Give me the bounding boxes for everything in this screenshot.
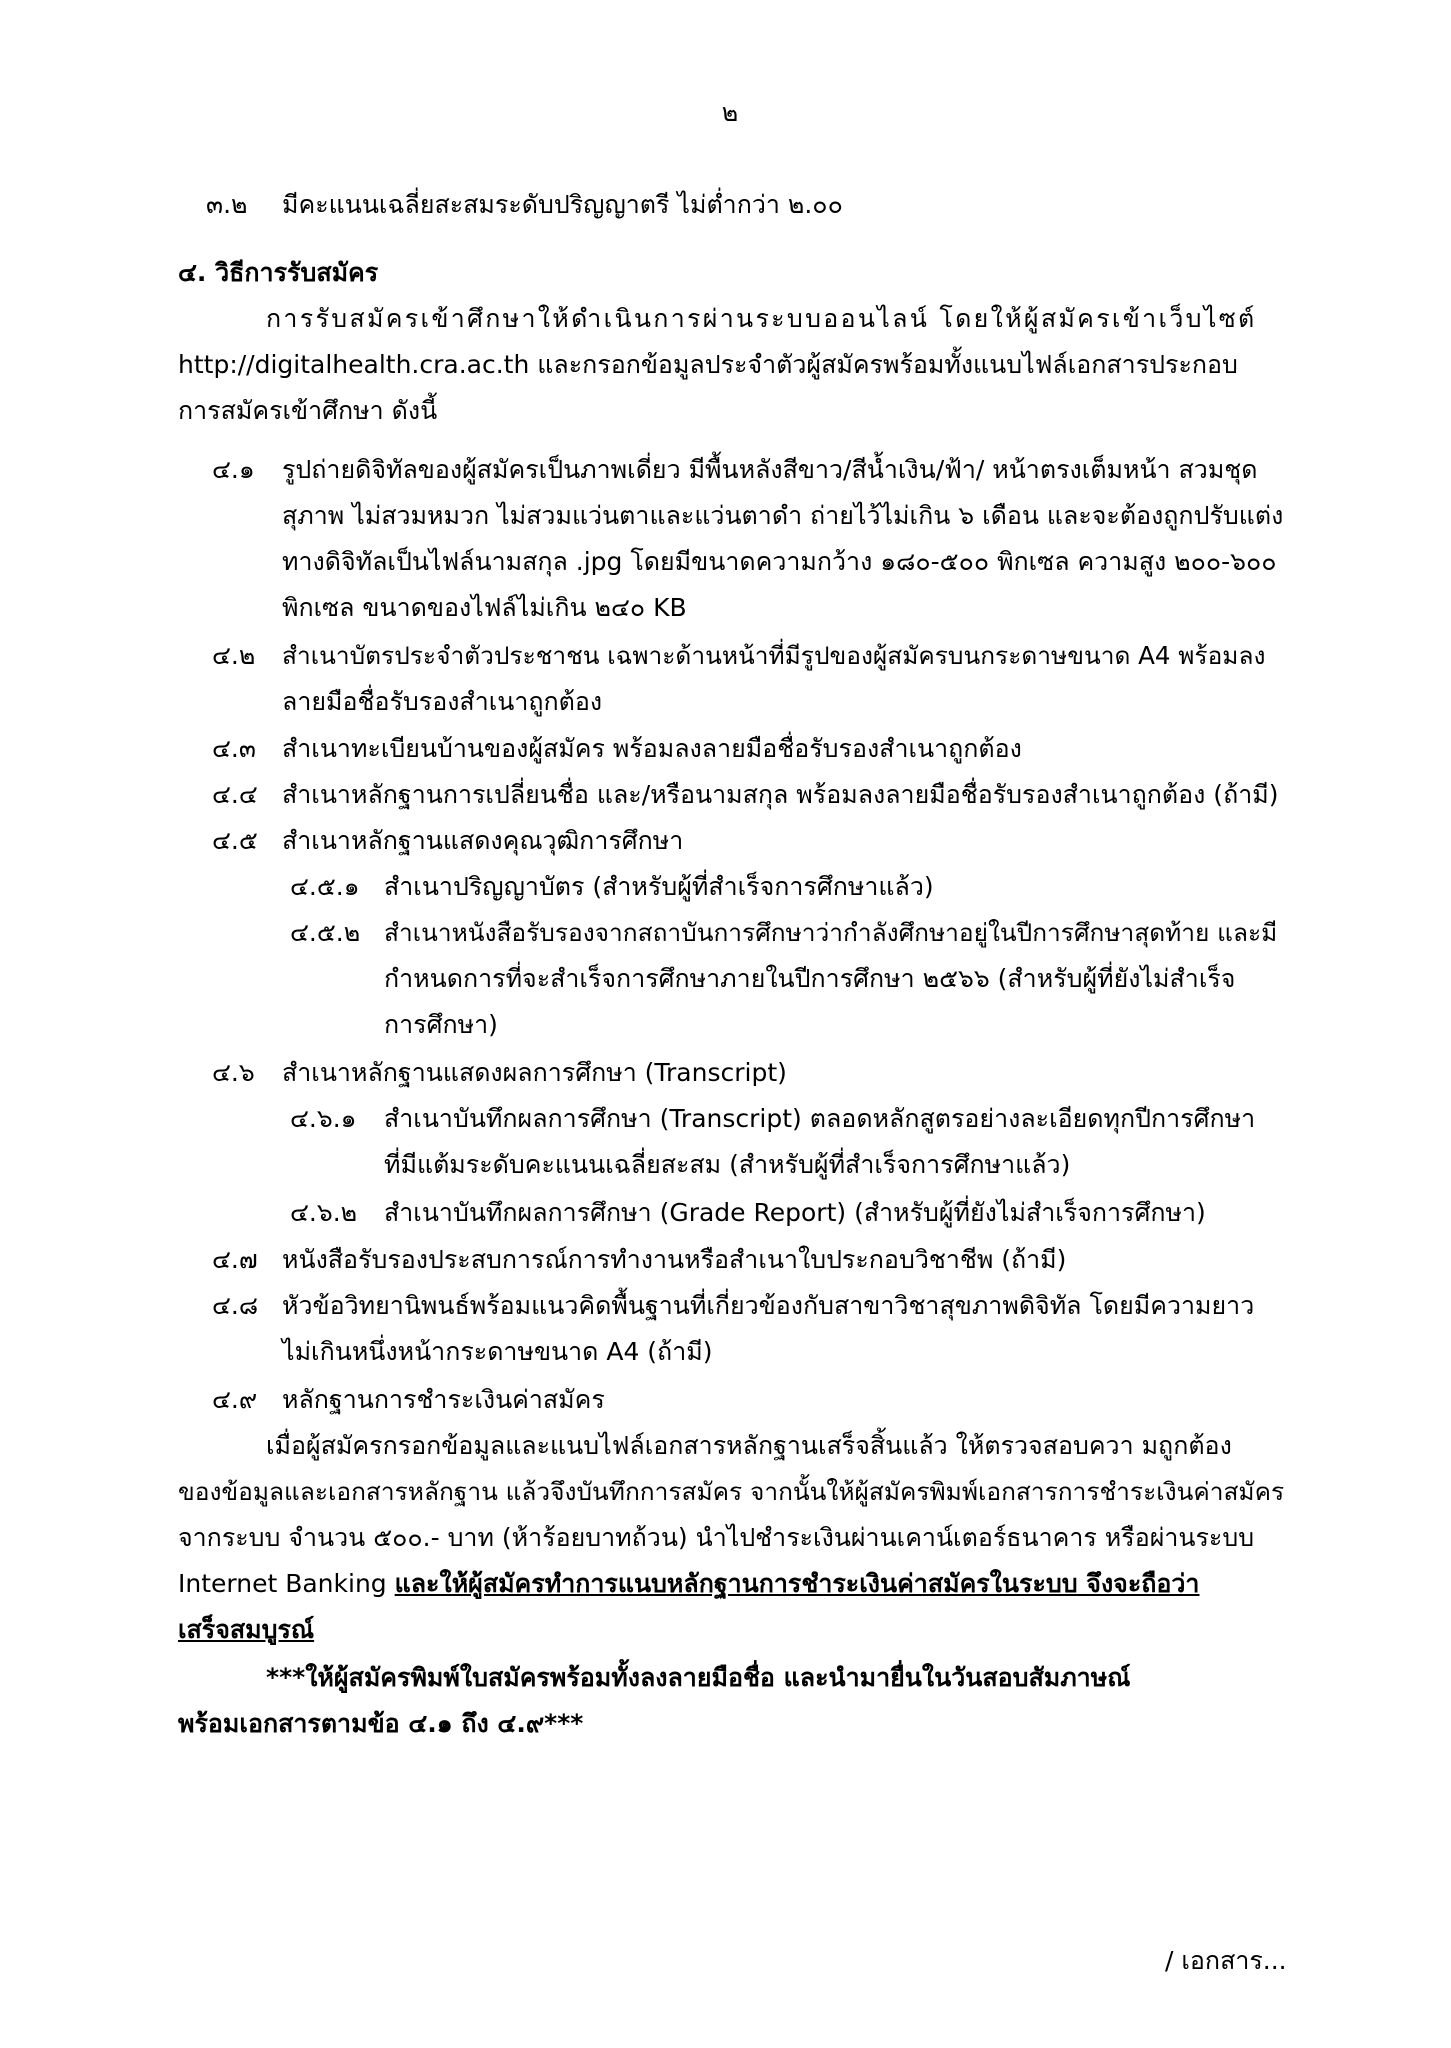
closing-line: เมื่อผู้สมัครกรอกข้อมูลและแนบไฟล์เอกสารหลักฐานเสร็จสิ้นแล้ว ให้ตรวจสอบควา มถูกต้อง — [266, 1431, 1232, 1460]
item-text: สำเนาหลักฐานแสดงคุณวุฒิการศึกษา — [282, 826, 684, 855]
closing-plain-text: Internet Banking — [178, 1569, 395, 1598]
intro-line: การรับสมัครเข้าศึกษาให้ดำเนินการผ่านระบบออนไลน์ โดยให้ผู้สมัครเข้าเว็บไซต์ — [266, 304, 1257, 333]
item-text: ลายมือชื่อรับรองสำเนาถูกต้อง — [282, 687, 603, 716]
item-text: หัวข้อวิทยานิพนธ์พร้อมแนวคิดพื้นฐานที่เกี่ยวข้องกับสาขาวิชาสุขภาพดิจิทัล โดยมีความยาว — [282, 1291, 1255, 1320]
closing-emphasis-text: เสร็จสมบูรณ์ — [178, 1615, 315, 1644]
subitem-number: ๔.๕.๑ — [290, 872, 360, 901]
page-number: ๒ — [721, 98, 739, 127]
intro-line: การสมัครเข้าศึกษา ดังนี้ — [178, 396, 438, 425]
item-number: ๔.๘ — [212, 1291, 259, 1320]
item-text: สำเนาหลักฐานการเปลี่ยนชื่อ และ/หรือนามสกุล พร้อมลงลายมือชื่อรับรองสำเนาถูกต้อง (ถ้ามี) — [282, 780, 1279, 809]
item-number: ๔.๔ — [212, 780, 258, 809]
subitem-text: กำหนดการที่จะสำเร็จการศึกษาภายในปีการศึกษา ๒๕๖๖ (สำหรับผู้ที่ยังไม่สำเร็จ — [384, 964, 1236, 993]
item-number: ๔.๗ — [212, 1245, 258, 1274]
item-text: สำเนาหลักฐานแสดงผลการศึกษา (Transcript) — [282, 1058, 787, 1087]
item-text: ไม่เกินหนึ่งหน้ากระดาษขนาด A4 (ถ้ามี) — [282, 1337, 713, 1366]
closing-line: ของข้อมูลและเอกสารหลักฐาน แล้วจึงบันทึกการสมัคร จากนั้นให้ผู้สมัครพิมพ์เอกสารการชำระเงินค่าสมัคร — [178, 1477, 1285, 1506]
closing-line: จากระบบ จำนวน ๕๐๐.- บาท (ห้าร้อยบาทถ้วน) นำไปชำระเงินผ่านเคาน์เตอร์ธนาคาร หรือผ่านระบบ — [178, 1523, 1255, 1552]
subitem-text: การศึกษา) — [384, 1010, 498, 1039]
note-line: พร้อมเอกสารตามข้อ ๔.๑ ถึง ๔.๙*** — [178, 1709, 584, 1738]
section-heading: ๔. วิธีการรับสมัคร — [178, 258, 379, 287]
note-line: ***ให้ผู้สมัครพิมพ์ใบสมัครพร้อมทั้งลงลายมือชื่อ และนำมายื่นในวันสอบสัมภาษณ์ — [266, 1663, 1131, 1692]
item-text: สำเนาบัตรประจำตัวประชาชน เฉพาะด้านหน้าที่มีรูปของผู้สมัครบนกระดาษขนาด A4 พร้อมลง — [282, 641, 1266, 670]
item-number: ๔.๖ — [212, 1058, 255, 1087]
item-text: สำเนาทะเบียนบ้านของผู้สมัคร พร้อมลงลายมือชื่อรับรองสำเนาถูกต้อง — [282, 734, 1022, 763]
item-number: ๔.๑ — [212, 455, 255, 484]
item-number: ๔.๓ — [212, 734, 256, 763]
item-number: ๔.๕ — [212, 826, 258, 855]
subitem-text: สำเนาบันทึกผลการศึกษา (Grade Report) (สำหรับผู้ที่ยังไม่สำเร็จการศึกษา) — [384, 1198, 1206, 1227]
item-text: ทางดิจิทัลเป็นไฟล์นามสกุล .jpg โดยมีขนาดความกว้าง ๑๘๐-๕๐๐ พิกเซล ความสูง ๒๐๐-๖๐๐ — [282, 547, 1277, 576]
subitem-number: ๔.๖.๒ — [290, 1198, 358, 1227]
item-number-3-2: ๓.๒ — [206, 190, 248, 219]
item-text: หลักฐานการชำระเงินค่าสมัคร — [282, 1385, 605, 1414]
item-text: สุภาพ ไม่สวมหมวก ไม่สวมแว่นตาและแว่นตาดำ ถ่ายไว้ไม่เกิน ๖ เดือน และจะต้องถูกปรับแต่ง — [282, 501, 1284, 530]
closing-line — [178, 1561, 1199, 1607]
subitem-number: ๔.๕.๒ — [290, 918, 361, 947]
item-number: ๔.๙ — [212, 1385, 258, 1414]
item-text: พิกเซล ขนาดของไฟล์ไม่เกิน ๒๔๐ KB — [282, 593, 687, 622]
closing-emphasis-text: และให้ผู้สมัครทำการแนบหลักฐานการชำระเงินค่าสมัครในระบบ จึงจะถือว่า — [394, 1569, 1200, 1598]
item-text-3-2: มีคะแนนเฉลี่ยสะสมระดับปริญญาตรี ไม่ต่ำกว่า ๒.๐๐ — [282, 190, 843, 219]
item-text: หนังสือรับรองประสบการณ์การทำงานหรือสำเนาใบประกอบวิชาชีพ (ถ้ามี) — [282, 1245, 1067, 1274]
item-number: ๔.๒ — [212, 641, 256, 670]
intro-line: http://digitalhealth.cra.ac.th และกรอกข้อมูลประจำตัวผู้สมัครพร้อมทั้งแนบไฟล์เอกสารประกอบ — [178, 350, 1238, 379]
item-text: รูปถ่ายดิจิทัลของผู้สมัครเป็นภาพเดี่ยว มีพื้นหลังสีขาว/สีน้ำเงิน/ฟ้า/ หน้าตรงเต็มหน้า สวมชุด — [282, 455, 1258, 484]
subitem-text: สำเนาหนังสือรับรองจากสถาบันการศึกษาว่ากำลังศึกษาอยู่ในปีการศึกษาสุดท้าย และมี — [384, 918, 1278, 947]
continuation-marker: / เอกสาร... — [1165, 1946, 1287, 1975]
subitem-text: สำเนาบันทึกผลการศึกษา (Transcript) ตลอดหลักสูตรอย่างละเอียดทุกปีการศึกษา — [384, 1104, 1256, 1133]
subitem-text: สำเนาปริญญาบัตร (สำหรับผู้ที่สำเร็จการศึกษาแล้ว) — [384, 872, 934, 901]
subitem-number: ๔.๖.๑ — [290, 1104, 357, 1133]
subitem-text: ที่มีแต้มระดับคะแนนเฉลี่ยสะสม (สำหรับผู้ที่สำเร็จการศึกษาแล้ว) — [384, 1150, 1071, 1179]
